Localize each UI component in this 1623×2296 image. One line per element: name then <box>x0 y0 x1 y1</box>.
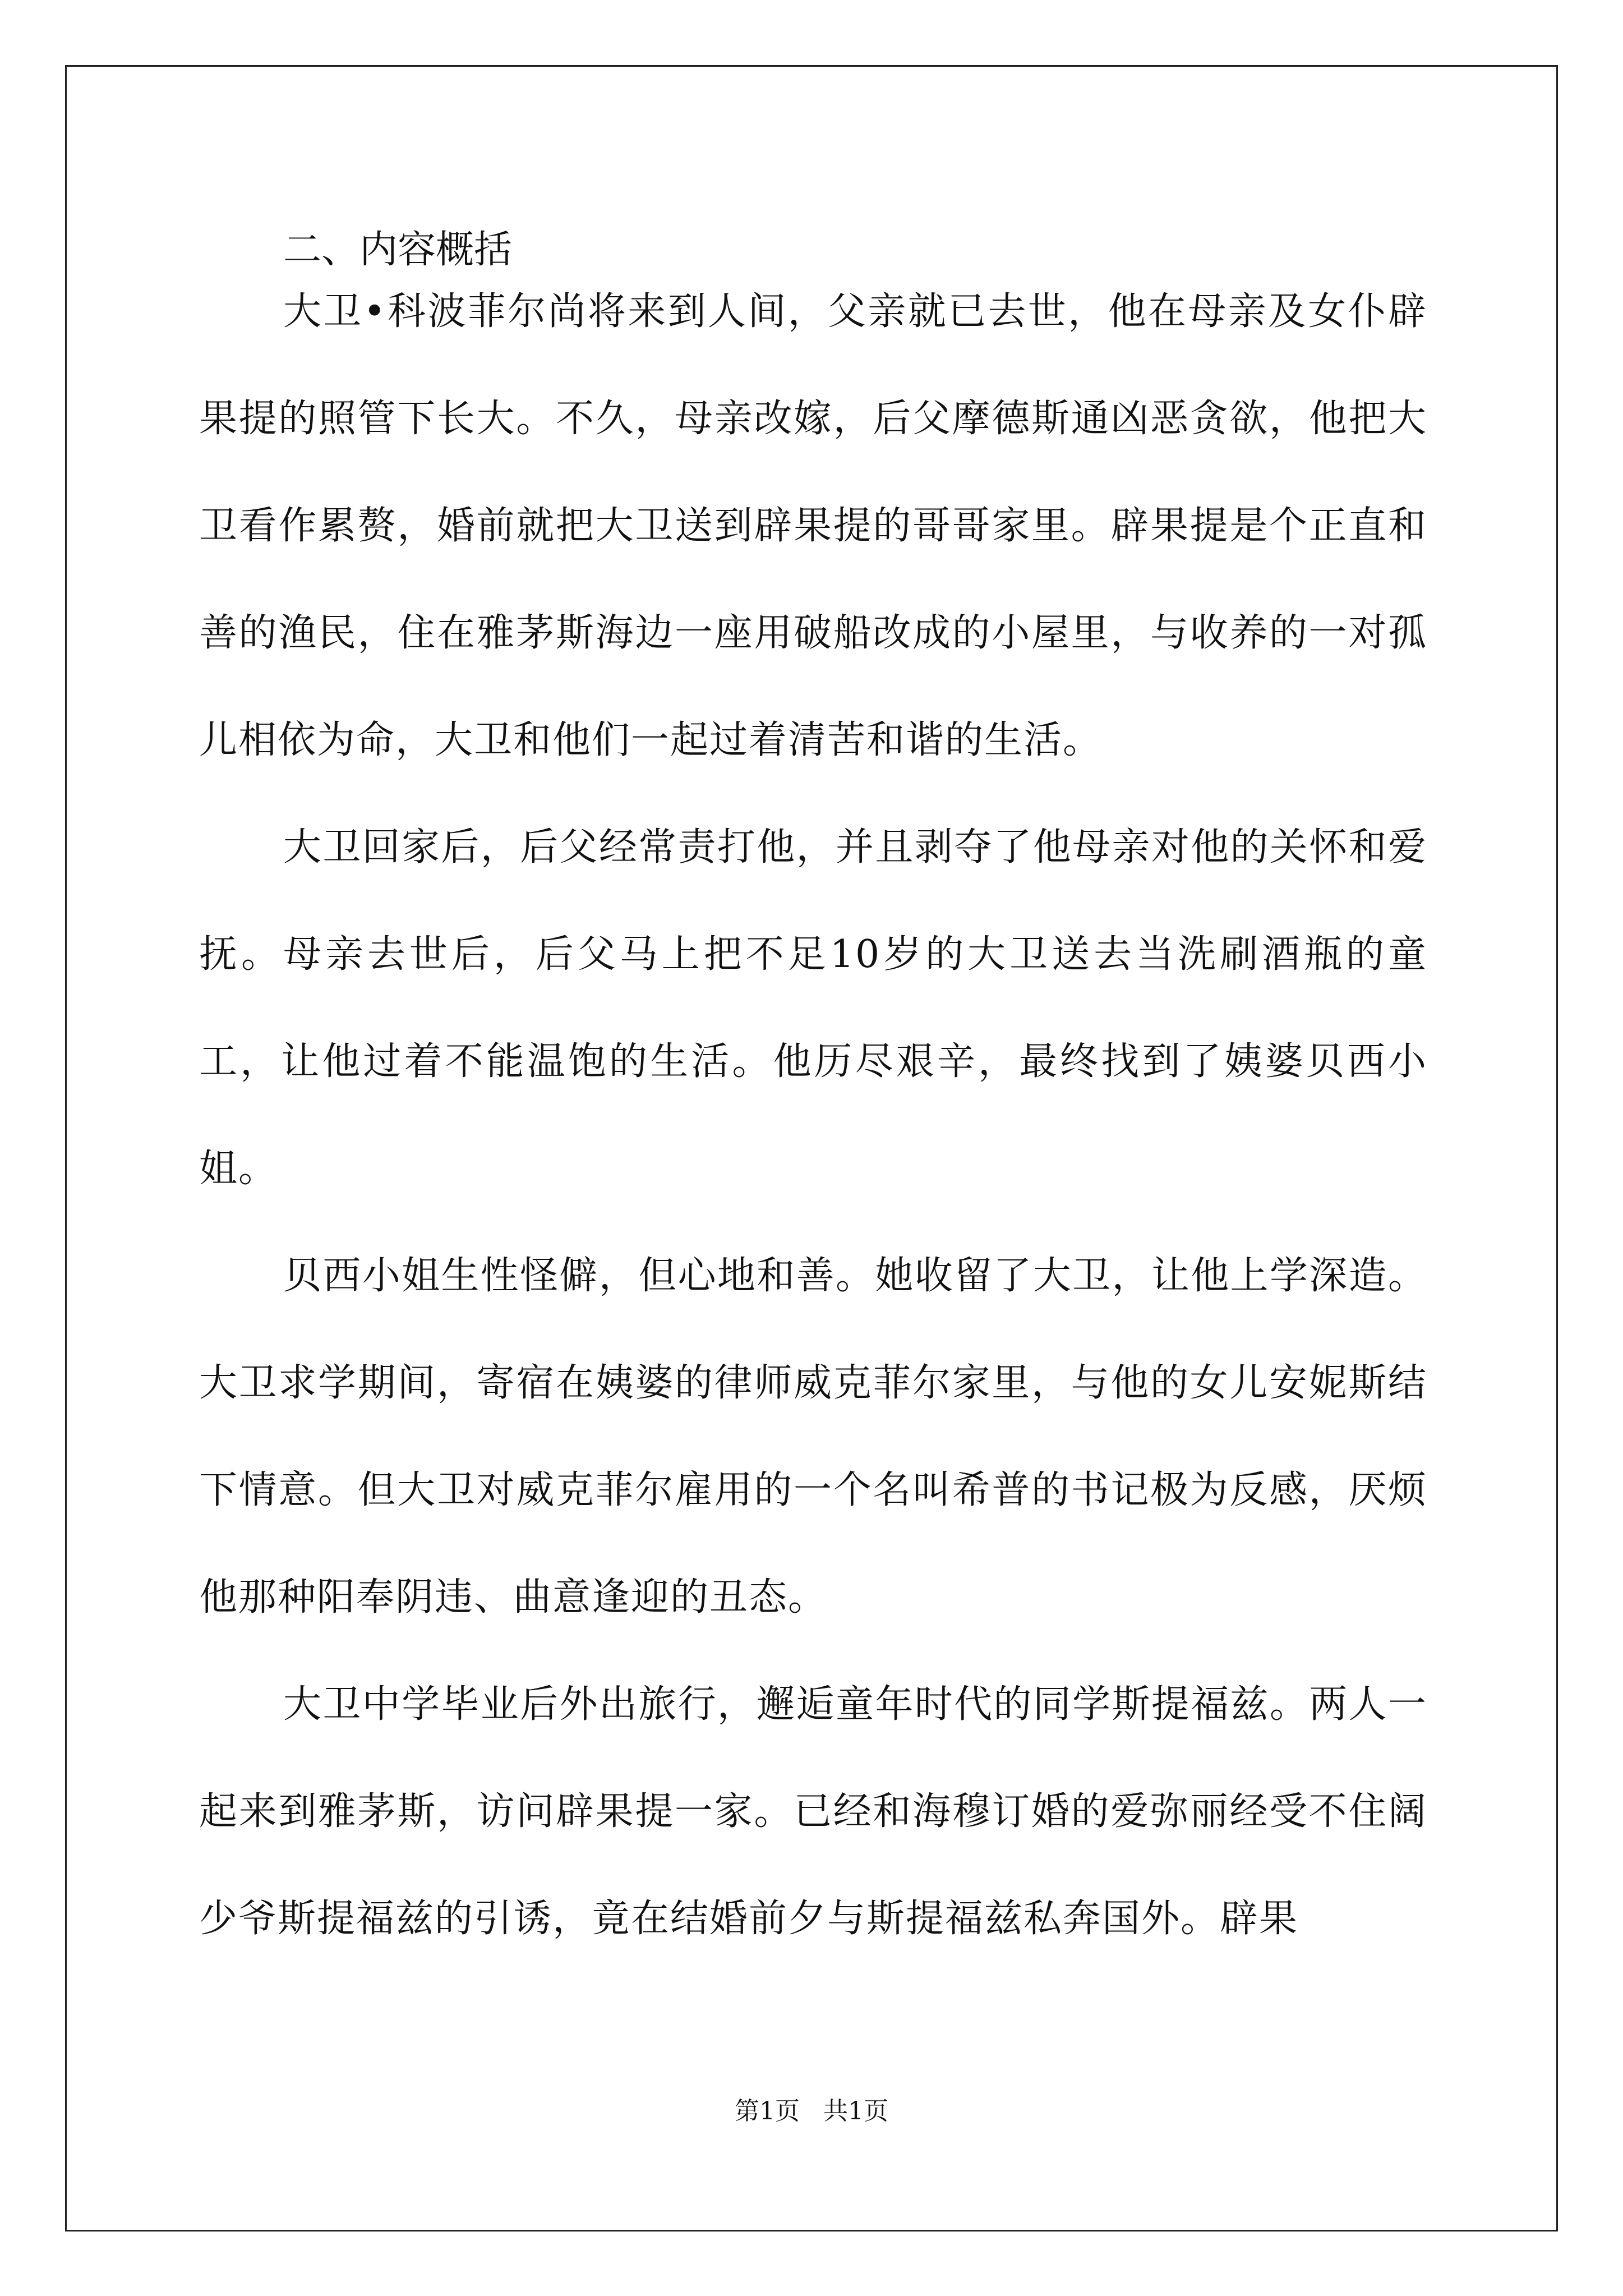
paragraph-1: 大卫•科波菲尔尚将来到人间，父亲就已去世，他在母亲及女仆辟果提的照管下长大。不久，母亲改嫁，后父摩德斯通凶恶贪欲，他把大卫看作累赘，婚前就把大卫送到辟果提的哥哥家里。辟果提是个正直和善的渔民，住在雅茅斯海边一座用破船改成的小屋里，与收养的一对孤儿相依为命，大卫和他们一起过着清苦和谐的生活。 <box>199 289 1427 762</box>
paragraph-2: 大卫回家后，后父经常责打他，并且剥夺了他母亲对他的关怀和爱抚。母亲去世后，后父马上把不足10岁的大卫送去当洗刷酒瓶的童工，让他过着不能温饱的生活。他历尽艰辛，最终找到了姨婆贝西小姐。 <box>199 825 1427 1191</box>
paragraph-4: 大卫中学毕业后外出旅行，邂逅童年时代的同学斯提福兹。两人一起来到雅茅斯，访问辟果提一家。已经和海穆订婚的爱弥丽经受不住阔少爷斯提福兹的引诱，竟在结婚前夕与斯提福兹私奔国外。辟果 <box>199 1682 1427 1941</box>
section-heading: 二、内容概括 <box>283 228 513 272</box>
paragraph-3: 贝西小姐生性怪僻，但心地和善。她收留了大卫，让他上学深造。大卫求学期间，寄宿在姨婆的律师威克菲尔家里，与他的女儿安妮斯结下情意。但大卫对威克菲尔雇用的一个名叫希普的书记极为反感，厌烦他那种阳奉阴违、曲意逢迎的丑态。 <box>199 1254 1427 1619</box>
page-footer: 第1页 共1页 <box>735 2097 888 2125</box>
